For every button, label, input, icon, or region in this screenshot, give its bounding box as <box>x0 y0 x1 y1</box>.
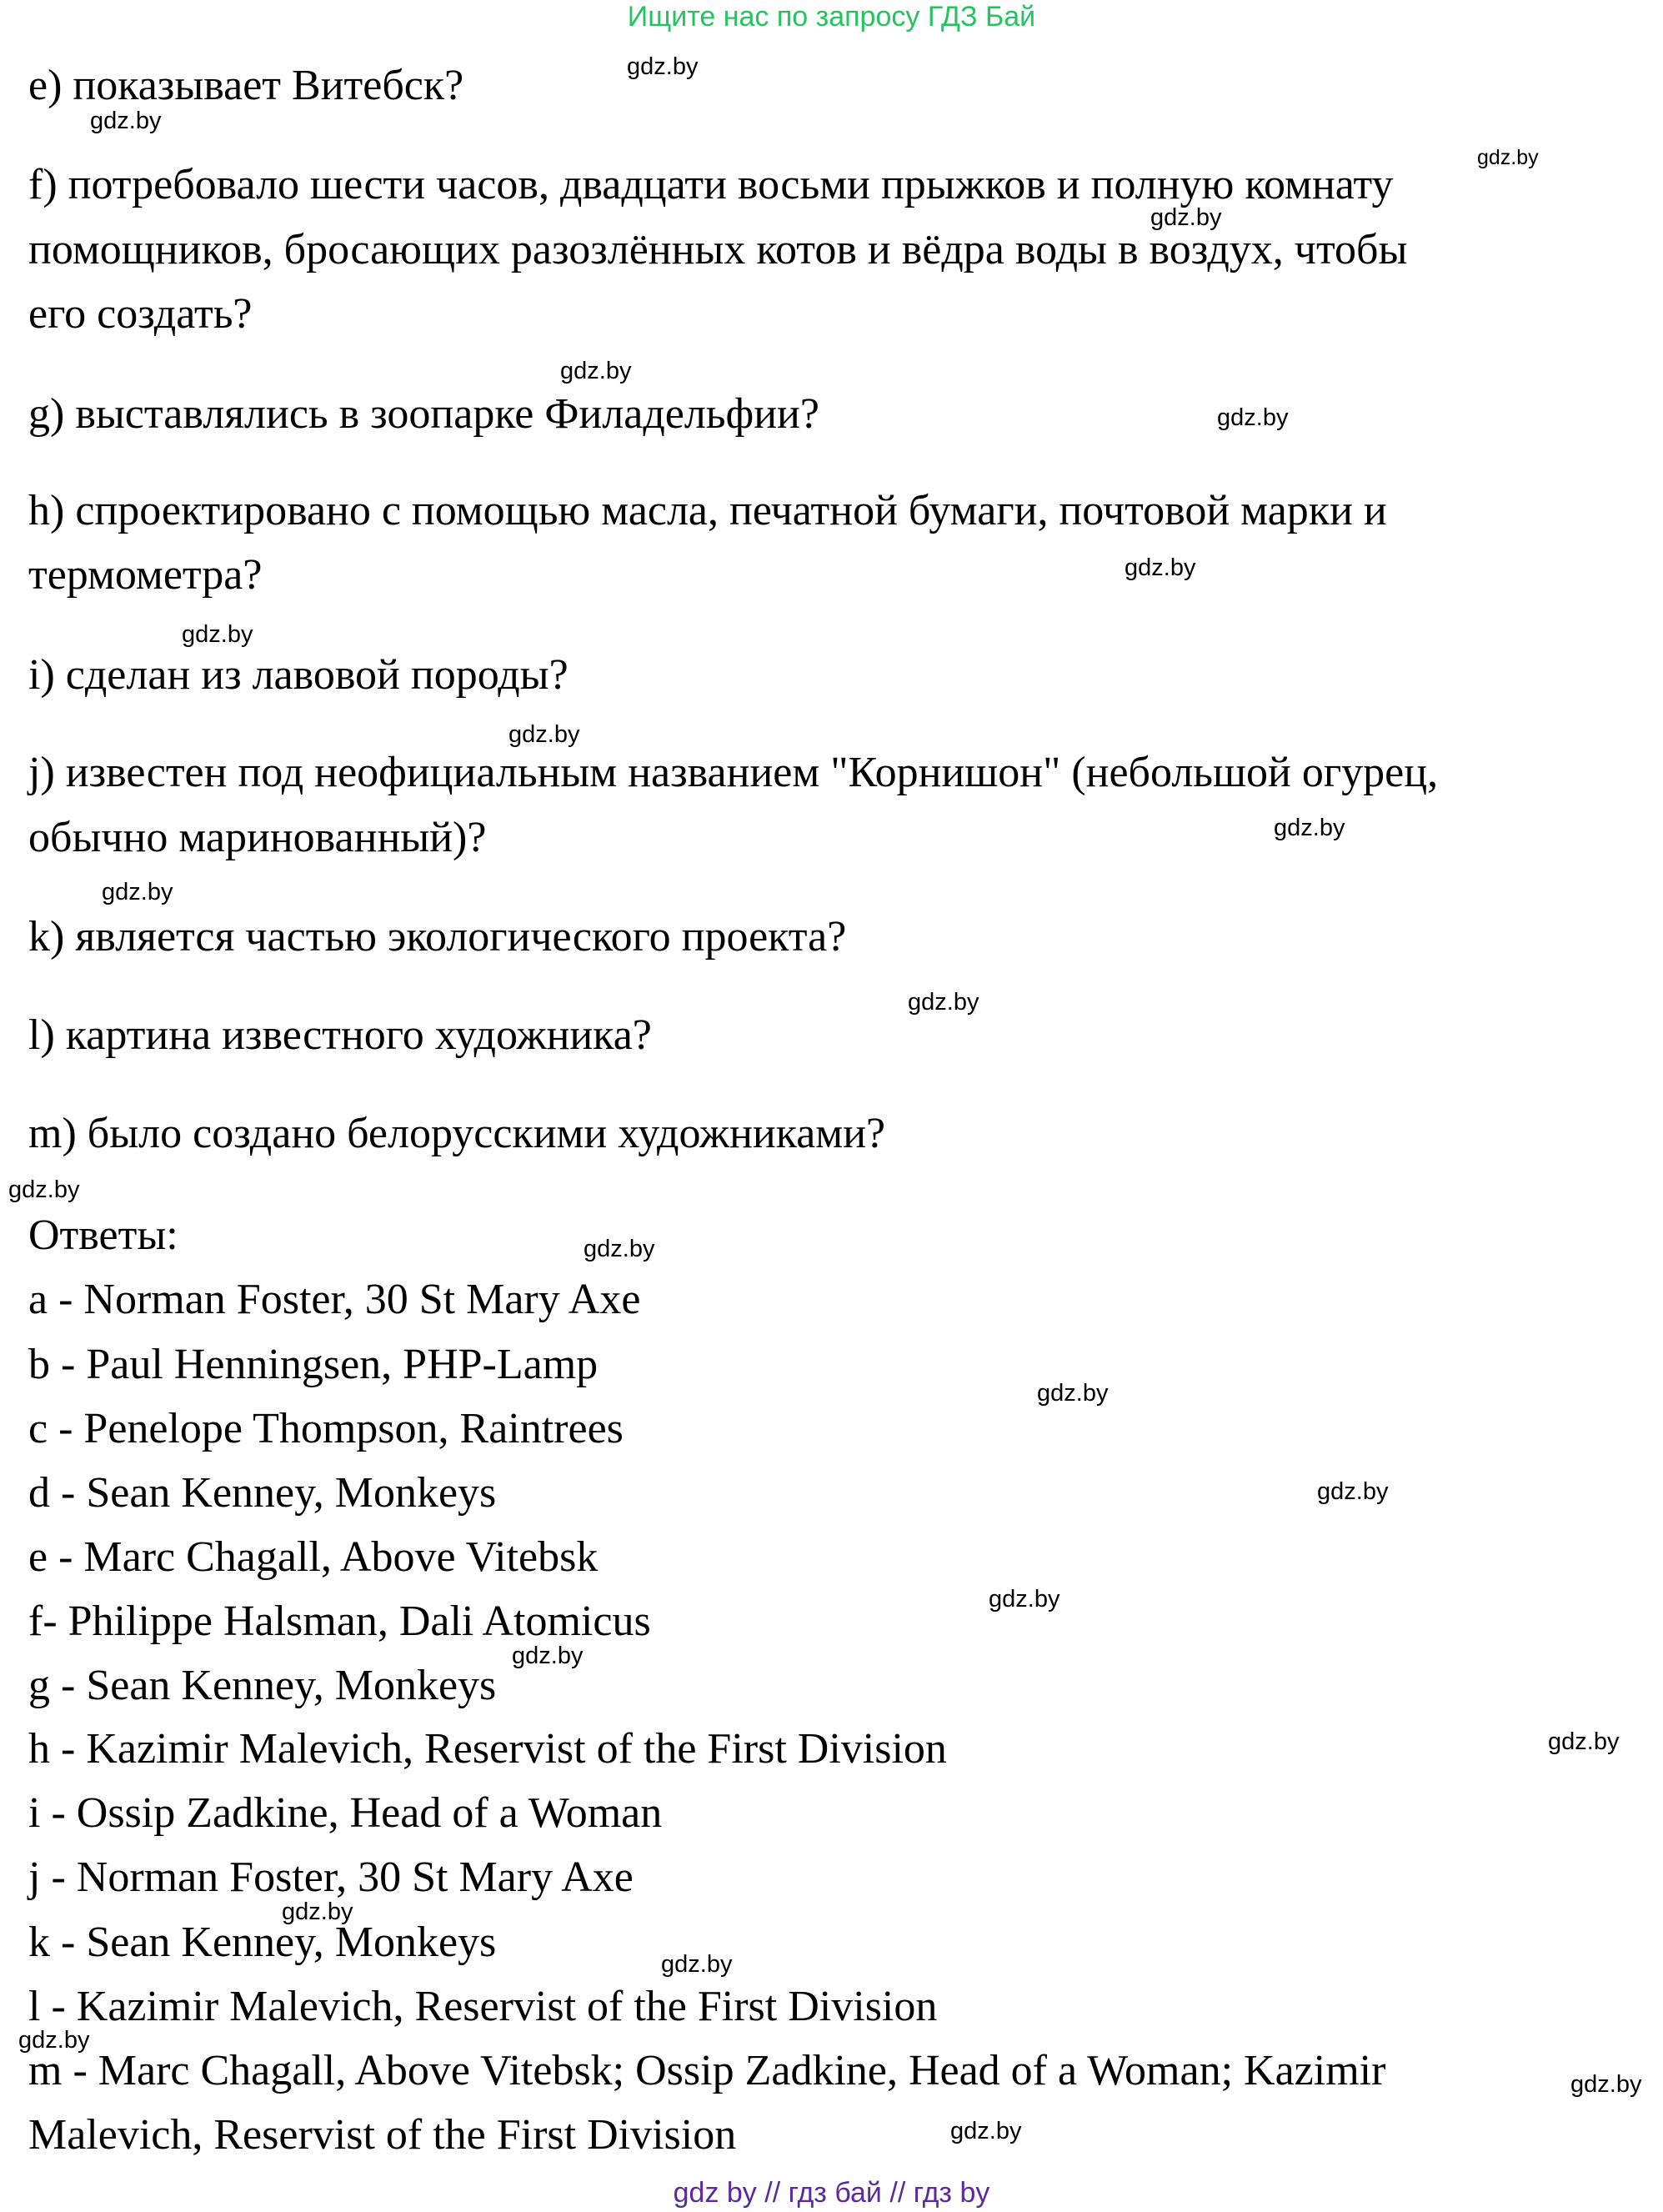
watermark: gdz.by <box>950 2118 1022 2144</box>
answer-e: e - Marc Chagall, Above Vitebsk <box>28 1533 599 1581</box>
question-i: i) сделан из лавовой породы? <box>28 651 569 699</box>
question-h-2: термометра? <box>28 551 263 599</box>
watermark: gdz.by <box>989 1586 1060 1613</box>
watermark: gdz.by <box>584 1236 655 1262</box>
question-h-1: h) спроектировано с помощью масла, печатной бумаги, почтовой марки и <box>28 487 1387 534</box>
answer-d: d - Sean Kenney, Monkeys <box>28 1469 497 1517</box>
question-e: e) показывает Витебск? <box>28 62 464 109</box>
watermark: gdz.by <box>512 1643 584 1669</box>
watermark: gdz.by <box>1477 146 1539 169</box>
watermark: gdz.by <box>8 1176 80 1203</box>
answer-i: i - Ossip Zadkine, Head of a Woman <box>28 1789 663 1837</box>
watermark: gdz.by <box>282 1899 353 1925</box>
footer-banner: gdz by // гдз бай // гдз by <box>673 2177 990 2209</box>
answer-b: b - Paul Henningsen, PHP-Lamp <box>28 1341 599 1388</box>
answer-g: g - Sean Kenney, Monkeys <box>28 1662 497 1709</box>
question-j-1: j) известен под неофициальным названием "Корнишон" (небольшой огурец, <box>28 749 1439 796</box>
watermark: gdz.by <box>508 721 580 748</box>
watermark: gdz.by <box>1037 1380 1109 1407</box>
watermark: gdz.by <box>661 1951 733 1978</box>
answer-m-1: m - Marc Chagall, Above Vitebsk; Ossip Zadkine, Head of a Woman; Kazimir <box>28 2047 1386 2094</box>
question-l: l) картина известного художника? <box>28 1011 652 1059</box>
watermark: gdz.by <box>1217 404 1289 431</box>
watermark: gdz.by <box>1317 1478 1389 1505</box>
answer-a: a - Norman Foster, 30 St Mary Axe <box>28 1276 641 1323</box>
question-j-2: обычно маринованный)? <box>28 814 487 861</box>
question-f-2: помощников, бросающих разозлённых котов и вёдра воды в воздух, чтобы <box>28 226 1408 273</box>
watermark: gdz.by <box>182 621 253 648</box>
answer-f: f- Philippe Halsman, Dali Atomicus <box>28 1598 651 1645</box>
question-m: m) было создано белорусскими художниками? <box>28 1110 886 1157</box>
watermark: gdz.by <box>1150 204 1222 231</box>
question-f-1: f) потребовало шести часов, двадцати восьми прыжков и полную комнату <box>28 161 1394 208</box>
watermark: gdz.by <box>1570 2071 1642 2098</box>
watermark: gdz.by <box>102 879 173 905</box>
answer-c: c - Penelope Thompson, Raintrees <box>28 1405 624 1452</box>
watermark: gdz.by <box>627 53 699 80</box>
answer-l: l - Kazimir Malevich, Reservist of the First Division <box>28 1983 938 2030</box>
question-g: g) выставлялись в зоопарке Филадельфии? <box>28 390 819 438</box>
watermark: gdz.by <box>18 2027 90 2054</box>
answers-title: Ответы: <box>28 1211 178 1259</box>
answer-h: h - Kazimir Malevich, Reservist of the First Division <box>28 1725 947 1773</box>
header-banner: Ищите нас по запросу ГДЗ Бай <box>627 1 1036 33</box>
watermark: gdz.by <box>90 108 162 134</box>
watermark: gdz.by <box>908 989 979 1016</box>
question-f-3: его создать? <box>28 290 253 338</box>
watermark: gdz.by <box>560 358 632 384</box>
answer-m-2: Malevich, Reservist of the First Division <box>28 2111 737 2159</box>
watermark: gdz.by <box>1125 554 1196 581</box>
watermark: gdz.by <box>1548 1728 1620 1755</box>
answer-k: k - Sean Kenney, Monkeys <box>28 1919 497 1966</box>
watermark: gdz.by <box>1274 815 1345 841</box>
question-k: k) является частью экологического проекта? <box>28 913 847 961</box>
answer-j: j - Norman Foster, 30 St Mary Axe <box>28 1853 634 1901</box>
